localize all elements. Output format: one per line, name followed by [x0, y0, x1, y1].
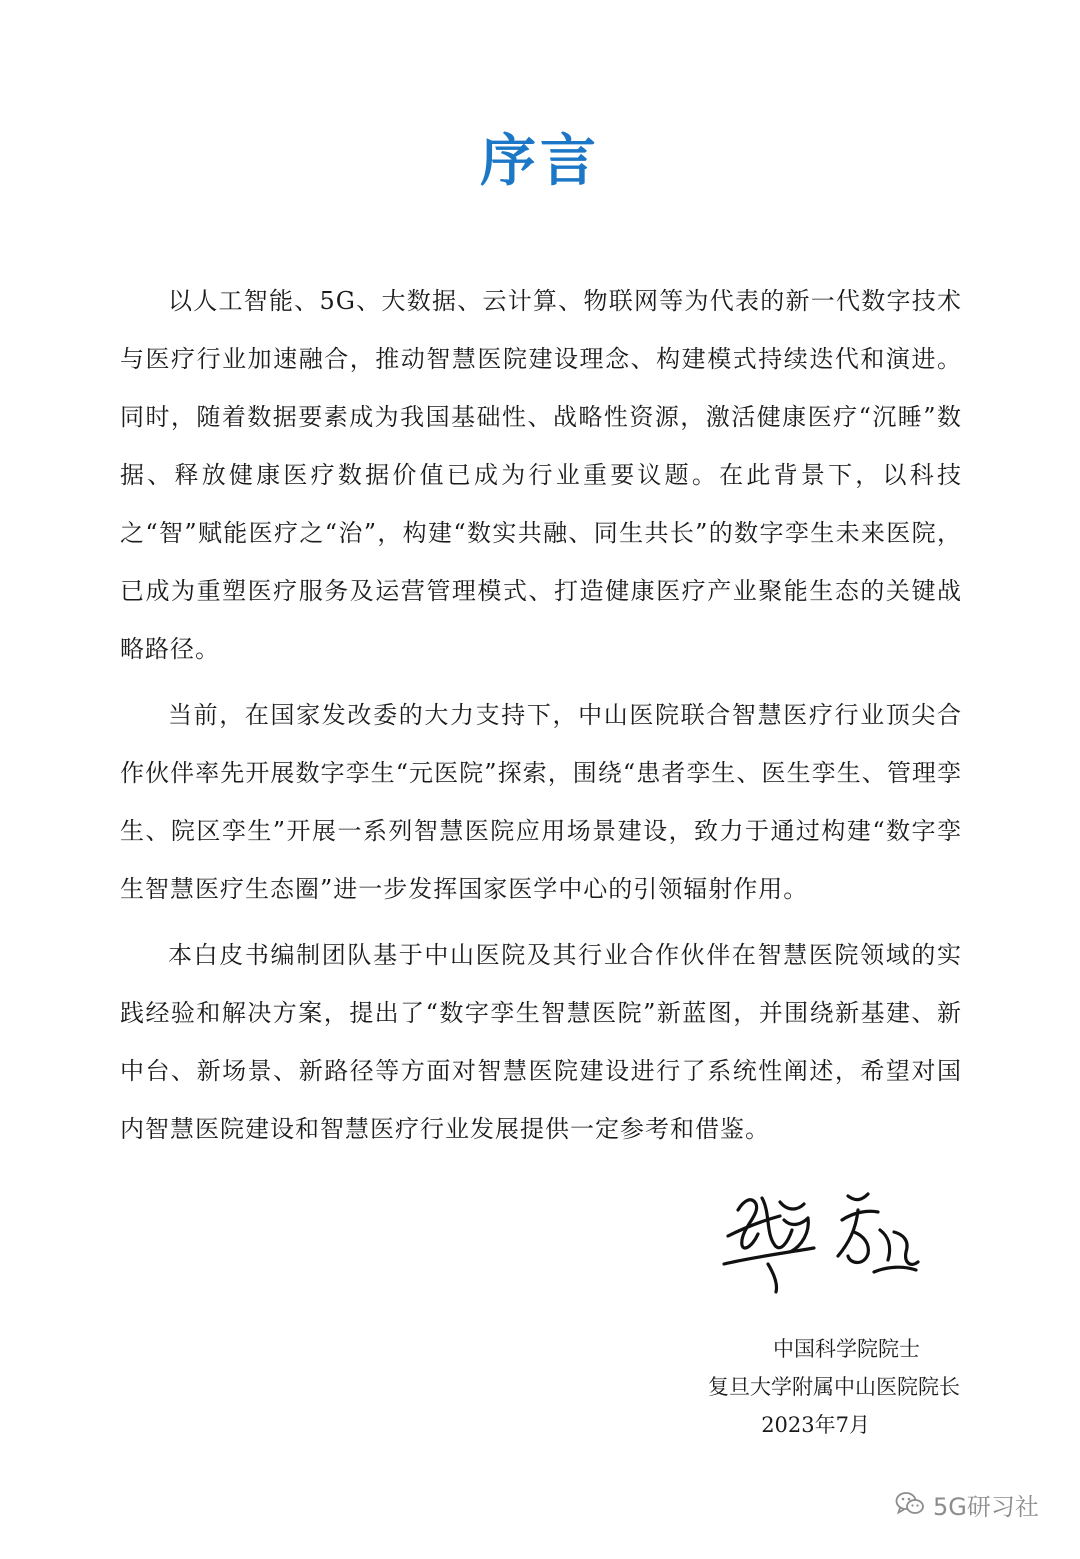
- signature-block: [640, 1330, 960, 1444]
- document-body: [120, 272, 962, 1166]
- signer-title-academician: 中国科学院院士: [773, 1337, 920, 1361]
- paragraph-3: 本白皮书编制团队基于中山医院及其行业合作伙伴在智慧医院领域的实践经验和解决方案，提出了“数字孪生智慧医院”新蓝图，并围绕新基建、新中台、新场景、新路径等方面对智慧医院建设进行了系统性阐述，希望对国内智慧医院建设和智慧医疗行业发展提供一定参考和借鉴。: [120, 941, 962, 1143]
- signature-date: 2023年7月: [761, 1413, 870, 1437]
- watermark-text: 5G研习社: [933, 1492, 1039, 1521]
- document-title: 序言: [480, 129, 600, 194]
- handwritten-signature: [718, 1182, 928, 1302]
- watermark: [895, 1484, 1039, 1524]
- signer-title-president: 复旦大学附属中山医院院长: [708, 1375, 960, 1399]
- wechat-icon: [895, 1491, 925, 1517]
- paragraph-1: 以人工智能、5G、大数据、云计算、物联网等为代表的新一代数字技术与医疗行业加速融合，推动智慧医院建设理念、构建模式持续迭代和演进。同时，随着数据要素成为我国基础性、战略性资源，激活健康医疗“沉睡”数据、释放健康医疗数据价值已成为行业重要议题。在此背景下，以科技之“智”赋能医疗之“治”，构建“数实共融、同生共长”的数字孪生未来医院，已成为重塑医疗服务及运营管理模式、打造健康医疗产业聚能生态的关键战略路径。: [120, 287, 962, 663]
- paragraph-2: 当前，在国家发改委的大力支持下，中山医院联合智慧医疗行业顶尖合作伙伴率先开展数字孪生“元医院”探索，围绕“患者孪生、医生孪生、管理孪生、院区孪生”开展一系列智慧医院应用场景建设，致力于通过构建“数字孪生智慧医疗生态圈”进一步发挥国家医学中心的引领辐射作用。: [120, 701, 962, 903]
